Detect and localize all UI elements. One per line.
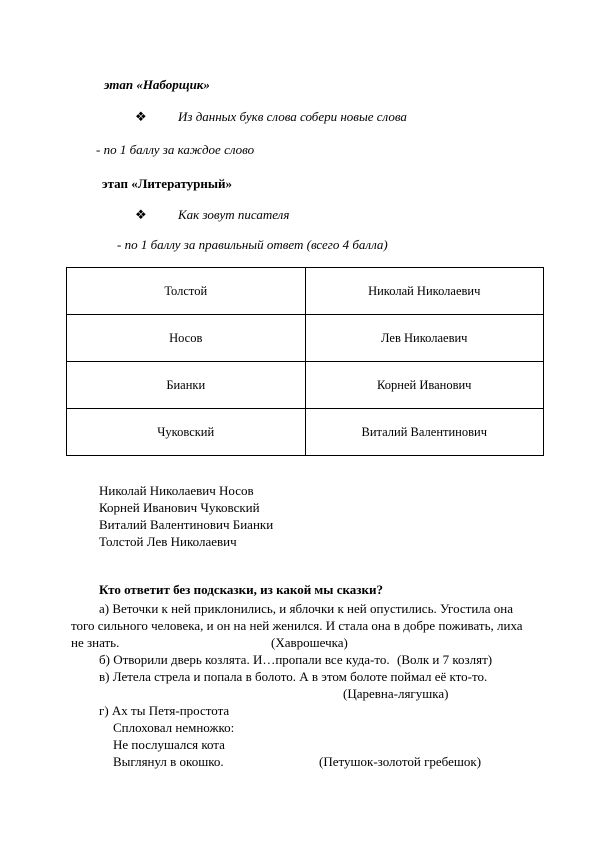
table-cell-name: Виталий Валентинович [305, 409, 544, 456]
table-row [67, 315, 544, 362]
quiz-v-line: в) Летела стрела и попала в болото. А в этом болоте поймал её кто-то. [99, 669, 488, 684]
quiz-g-line: г) Ах ты Петя-простота [99, 703, 230, 718]
quiz-a-answer: (Хаврошечка) [271, 635, 348, 650]
quiz-a-line: не знать. [71, 635, 120, 650]
answer-line: Толстой Лев Николаевич [99, 534, 237, 549]
table-cell-surname: Носов [67, 315, 306, 362]
table-cell-name: Николай Николаевич [305, 268, 544, 315]
quiz-g-line: Сплоховал немножко: [113, 720, 235, 735]
quiz-title: Кто ответит без подсказки, из какой мы сказки? [99, 582, 383, 597]
stage1-task: Из данных букв слова собери новые слова [178, 109, 407, 124]
quiz-a-line: а) Веточки к ней приклонились, и яблочки к ней опустились. Угостила она [99, 601, 514, 616]
answer-line: Виталий Валентинович Бианки [99, 517, 274, 532]
quiz-b-line: б) Отворили дверь козлята. И…пропали все куда-то. [99, 652, 390, 667]
quiz-a-line: того сильного человека, и он на ней женился. И стала она в добре поживать, лиха [71, 618, 523, 633]
writers-table [66, 267, 544, 456]
table-cell-name: Лев Николаевич [305, 315, 544, 362]
table-row [67, 362, 544, 409]
table-cell-name: Корней Иванович [305, 362, 544, 409]
quiz-b-answer: (Волк и 7 козлят) [397, 652, 493, 667]
stage2-title: этап «Литературный» [102, 176, 233, 191]
table-cell-surname: Бианки [67, 362, 306, 409]
stage2-task: Как зовут писателя [178, 207, 290, 222]
diamond-bullet-icon: ❖ [135, 207, 147, 222]
quiz-v-answer: (Царевна-лягушка) [343, 686, 449, 701]
stage2-score: - по 1 баллу за правильный ответ (всего 4 балла) [117, 237, 388, 252]
table-row [67, 268, 544, 315]
quiz-g-line: Не послушался кота [113, 737, 225, 752]
stage1-title: этап «Наборщик» [104, 77, 210, 92]
table-row [67, 409, 544, 456]
table-cell-surname: Чуковский [67, 409, 306, 456]
quiz-g-line: Выглянул в окошко. [113, 754, 224, 769]
answer-line: Корней Иванович Чуковский [99, 500, 260, 515]
diamond-bullet-icon: ❖ [135, 109, 147, 124]
answer-line: Николай Николаевич Носов [99, 483, 254, 498]
quiz-g-answer: (Петушок-золотой гребешок) [319, 754, 482, 769]
stage1-score: - по 1 баллу за каждое слово [96, 142, 255, 157]
table-cell-surname: Толстой [67, 268, 306, 315]
